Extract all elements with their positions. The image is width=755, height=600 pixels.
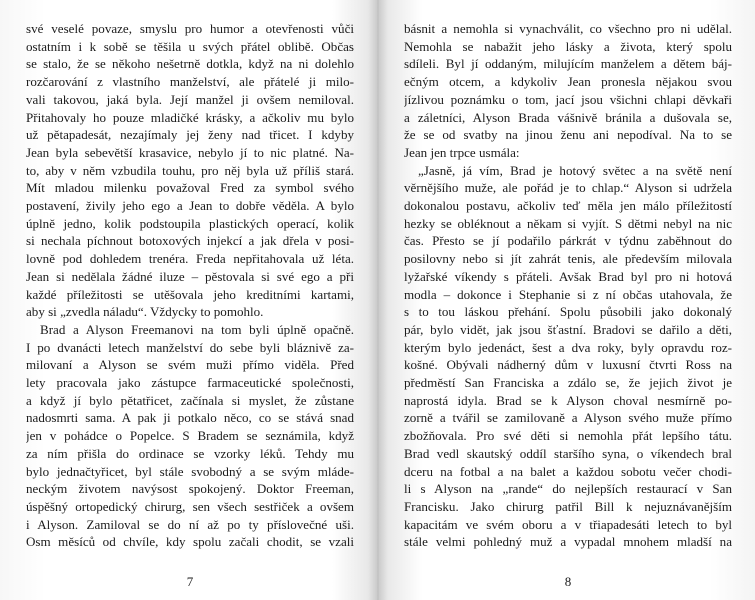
text-line: Jean byla sebevětší krasavice, nebylo jí to nic platné. Na- (26, 144, 354, 160)
text-line: za ním přišla do ordinace se vzorky léků. Tehdy mu (26, 445, 354, 461)
text-line: kapacitám ve svém oboru a v třiapadesáti letech to byl (404, 516, 732, 532)
text-line: že se od svatby na jinou ženu ani nepodíval. Na to se (404, 127, 732, 143)
text-line: ečným otcem, a kdykoliv Jean pronesla nějakou svou (404, 74, 732, 90)
text-line: posilovny nebo si jít zahrát tenis, ale především milovala (404, 251, 732, 267)
text-line: Mít mladou milenku považoval Fred za symbol svého (26, 180, 354, 196)
text-line: Přitahovaly ho pouze mladičké krásky, a ačkoliv mu bylo (26, 109, 354, 125)
text-line: kterým bylo jedenáct, šest a dva roky, byly opravdu roz- (404, 339, 732, 355)
text-line: si nechala píchnout botoxových injekcí a jak dřela v posi- (26, 233, 354, 249)
right-page-text (404, 20, 732, 550)
text-line: pár, bylo vidět, jak jsou šťastní. Bradovi se dařilo a děti, (404, 321, 732, 337)
text-line: modla – dokonce i Stephanie si z ní občas utahovala, že (404, 286, 732, 302)
text-line: a záletníci, Alyson Brada vášnivě bránila a dušovala se, (404, 109, 732, 125)
text-line: čas. Přesto se jí podařilo párkrát v týdnu zaběhnout do (404, 233, 732, 249)
text-line: už pětapadesát, nezajímaly jej ženy nad třicet. I kdyby (26, 127, 354, 143)
text-line: každé příležitosti se utěšovala jeho kreditními kartami, (26, 286, 354, 302)
text-line: své veselé povaze, smyslu pro humor a otevřenosti vůči (26, 21, 354, 36)
text-line: Brad vedl skautský oddíl staršího syna, o víkendech bral (404, 445, 732, 461)
text-line: milovaní a Alyson se svém muži přímo viděla. Před (26, 357, 354, 373)
text-line: jízlivou poznámku o tom, jací jsou všichni chlapi děvkaři (404, 91, 732, 107)
book-gutter (368, 0, 388, 600)
left-page-number: 7 (186, 574, 194, 589)
text-line: naprostá idyla. Brad se k Alyson choval nesmírně po- (404, 392, 732, 408)
text-line: nadosmrti sama. A pak ji potkalo něco, co se stává snad (26, 410, 354, 426)
text-line: hezky se obléknout a někam si vyjít. S dětmi nebyl na nic (404, 215, 732, 231)
text-line: neckým životem navýsost spokojený. Doktor Freeman, (26, 481, 354, 497)
text-line: úplně jedno, kolik podstoupila plastických operací, kolik (26, 215, 354, 231)
text-line: věrnějšího muže, ale pořád je to chlap.“ Alyson si udržela (404, 180, 732, 196)
text-line: předměstí San Franciska a zdálo se, že jejich život je (404, 375, 732, 391)
text-line: a když jí bylo pětatřicet, začínala si myslet, že zůstane (26, 392, 354, 408)
text-line: „Jasně, já vím, Brad je hotový světec a na světě není (418, 162, 732, 178)
text-line: básnit a nemohla si vynachválit, co všechno pro ni udělal. (404, 21, 732, 36)
text-line: li s Alyson na „rande“ do nejlepších restaurací v San (404, 481, 732, 497)
text-line: vali takovou, jaká byla. Její manžel ji ovšem nemiloval. (26, 91, 354, 107)
text-line: bylo jednačtyřicet, byl stále svobodný a se svým mláde- (26, 463, 354, 479)
text-line: stále velmi pohledný muž a vypadal mnohem mladší na (404, 534, 732, 550)
text-line: zbožňovala. Pro své děti si nemohla přát lepšího tátu. (404, 428, 732, 444)
text-line: i Alyson. Zamiloval se do ní až po ty příslovečné uši. (26, 516, 354, 532)
left-page (26, 20, 354, 590)
text-line: to, aby v něm vzbudila touhu, pro něj byla už příliš stará. (26, 162, 354, 178)
text-line: lety pracovala jako zástupce farmaceutické společnosti, (26, 375, 354, 391)
text-line: jen v pohádce o Popelce. S Bradem se seznámila, když (26, 428, 354, 444)
text-line: Jean jen trpce usmála: (404, 144, 520, 160)
text-line: Nemohla se nabažit jeho lásky a života, který spolu (404, 38, 732, 54)
text-line: Francisku. Jako chirurg patřil Bill k nejuznávanějším (404, 498, 732, 514)
text-line: se stalo, že se někoho nešetrně dotkla, když na ni dolehlo (26, 56, 354, 72)
text-line: dokonalou postavu, ačkoliv teď měla jen málo příležitostí (404, 198, 732, 214)
text-line: postavení, živily jeho ego a Jean to dobře věděla. A bylo (26, 198, 354, 214)
right-page-number: 8 (564, 574, 572, 589)
text-line: s to tou láskou přehání. Spolu působili jako dokonalý (404, 304, 732, 320)
text-line: Brad a Alyson Freemanovi na tom byli úplně opačně. (40, 321, 354, 337)
text-line: rozčarování z vlastního manželství, ale přátelé ji milo- (26, 74, 354, 90)
text-line: úspěšný ortopedický chirurg, sen všech sestřiček a ovšem (26, 498, 354, 514)
text-line: ostatním i k sobě se těšila u svých přátel oblibě. Občas (26, 38, 354, 54)
text-line: lovně pod dohledem trenéra. Freda nepřitahovala už léta. (26, 251, 354, 267)
text-line: lyžařské víkendy s přáteli. Avšak Brad byl pro ni hotová (404, 268, 732, 284)
left-page-text (26, 20, 354, 550)
text-line: dceru na fotbal a na balet a každou sobotu večer chodi- (404, 463, 732, 479)
text-line: Osm měsíců od chvíle, kdy spolu začali chodit, se vzali (26, 534, 354, 550)
text-line: košné. Obývali nádherný dům v luxusní čtvrti Ross na (404, 357, 732, 373)
text-line: aby si „zvedla náladu“. Vždycky to pomohlo. (26, 304, 264, 320)
text-line: Jean si nedělala žádné iluze – pěstovala si své ego a při (26, 268, 354, 284)
text-line: sdíleli. Byl jí oddaným, milujícím manželem a dětem báj- (404, 56, 732, 72)
text-line: I po dvanácti letech manželství do sebe byli bláznivě za- (26, 339, 354, 355)
text-line: zorně a tvářil se zamilovaně a Alyson svého muže přímo (404, 410, 732, 426)
right-page (404, 20, 732, 590)
